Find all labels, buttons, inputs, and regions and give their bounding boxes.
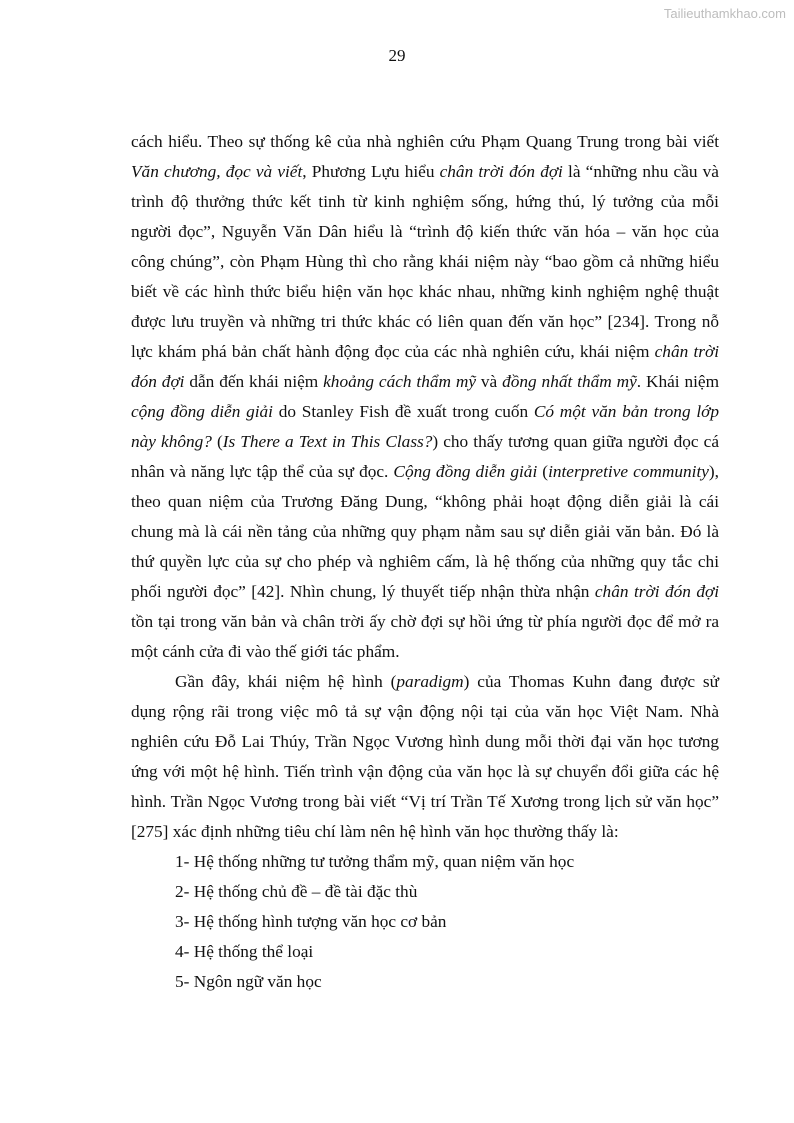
text-span: người đọc”, Nguyễn Văn Dân hiểu là “trình độ kiến thức văn hóa – văn học của xyxy=(131,222,719,241)
text-span: trình độ thưởng thức kết tinh từ kinh nghiệm sống, hứng thú, lý tưởng của mỗi xyxy=(131,192,719,211)
text-span: 2- Hệ thống chủ đề – đề tài đặc thù xyxy=(175,882,418,901)
text-span: ( xyxy=(537,462,549,481)
text-span: nghiên cứu Đỗ Lai Thúy, Trần Ngọc Vương hình dung mỗi thời đại văn học tương xyxy=(131,732,719,751)
text-span: được lưu truyền và những tri thức khác có liên quan đến văn học” [234]. Trong nỗ xyxy=(131,312,719,331)
italic-text: Có một văn bản trong lớp xyxy=(533,402,719,421)
text-span: do Stanley Fish đề xuất trong cuốn xyxy=(273,402,534,421)
text-line xyxy=(131,337,719,367)
text-line xyxy=(131,757,719,787)
text-span: một cánh cửa đi vào thế giới tác phẩm. xyxy=(131,642,400,661)
text-span: . Khái niệm xyxy=(636,372,720,391)
text-span: theo quan niệm của Trương Đăng Dung, “không phải hoạt động diễn giải là cái xyxy=(131,492,719,511)
text-line xyxy=(131,157,719,187)
text-line xyxy=(131,367,719,397)
italic-text: chân trời xyxy=(654,342,720,361)
text-span: ), xyxy=(708,462,719,481)
watermark: Tailieuthamkhao.com xyxy=(663,6,786,21)
text-span: 1- Hệ thống những tư tưởng thẩm mỹ, quan niệm văn học xyxy=(175,852,575,871)
text-line xyxy=(131,217,719,247)
text-line xyxy=(131,577,719,607)
text-span: ) của Thomas Kuhn đang được sử xyxy=(463,672,719,691)
text-line xyxy=(131,487,719,517)
italic-text: này không? xyxy=(131,432,212,451)
text-span: 3- Hệ thống hình tượng văn học cơ bản xyxy=(175,912,447,931)
text-span: là “những nhu cầu và xyxy=(562,162,719,181)
italic-text: đồng nhất thẩm mỹ xyxy=(502,372,637,391)
text-span: công chúng”, còn Phạm Hùng thì cho rằng khái niệm này “bao gồm cả những hiểu xyxy=(131,252,719,271)
italic-text: chân trời đón đợi xyxy=(594,582,719,601)
text-line xyxy=(131,307,719,337)
text-span: [275] xác định những tiêu chí làm nên hệ hình văn học thường thấy là: xyxy=(131,822,619,841)
text-span: phối người đọc” [42]. Nhìn chung, lý thuyết tiếp nhận thừa nhận xyxy=(131,582,595,601)
text-span: và xyxy=(476,372,503,391)
text-span: thứ quyền lực của sự cho phép và nghiêm cấm, là hệ thống của những quy tắc chi xyxy=(131,552,719,571)
italic-text: Cộng đồng diễn giải xyxy=(393,462,538,481)
page-number: 29 xyxy=(388,46,406,65)
text-span: Gần đây, khái niệm hệ hình ( xyxy=(175,672,397,691)
text-span: ) cho thấy tương quan giữa người đọc cá xyxy=(432,432,719,451)
text-line xyxy=(131,247,719,277)
text-line xyxy=(131,877,719,907)
text-span: 5- Ngôn ngữ văn học xyxy=(175,972,322,991)
text-line xyxy=(131,697,719,727)
text-line xyxy=(131,187,719,217)
text-line xyxy=(131,817,719,847)
text-line xyxy=(131,427,719,457)
text-span: ứng với một hệ hình. Tiến trình vận động của văn học là sự chuyển đổi giữa các hệ xyxy=(131,762,719,781)
text-line xyxy=(131,727,719,757)
text-line xyxy=(131,457,719,487)
text-span: cách hiểu. Theo sự thống kê của nhà nghiên cứu Phạm Quang Trung trong bài viết xyxy=(131,132,719,151)
text-line xyxy=(131,547,719,577)
text-span: chung mà là cái nền tảng của những quy phạm nằm sau sự diễn giải văn bản. Đó là xyxy=(131,522,719,541)
text-line xyxy=(131,397,719,427)
text-line xyxy=(131,277,719,307)
text-line xyxy=(131,787,719,817)
text-line xyxy=(131,637,719,667)
text-line xyxy=(131,607,719,637)
text-line xyxy=(131,937,719,967)
document-body xyxy=(131,127,719,997)
italic-text: Is There a Text in This Class? xyxy=(222,432,433,451)
text-span: ( xyxy=(211,432,223,451)
text-line xyxy=(131,907,719,937)
text-span: nhân và năng lực tập thể của sự đọc. xyxy=(131,462,394,481)
italic-text: chân trời đón đợi xyxy=(439,162,563,181)
text-span: dẫn đến khái niệm xyxy=(184,372,324,391)
text-line xyxy=(131,847,719,877)
text-line xyxy=(131,967,719,997)
italic-text: Văn chương, đọc và viết xyxy=(131,162,303,181)
italic-text: paradigm xyxy=(396,672,464,691)
text-span: dụng rộng rãi trong việc mô tả sự vận động nội tại của văn học Việt Nam. Nhà xyxy=(131,702,719,721)
text-span: hình. Trần Ngọc Vương trong bài viết “Vị trí Trần Tế Xương trong lịch sử văn học” xyxy=(131,792,719,811)
italic-text: interpretive community xyxy=(548,462,709,481)
text-line xyxy=(131,127,719,157)
text-line xyxy=(131,517,719,547)
italic-text: cộng đồng diễn giải xyxy=(131,402,273,421)
text-span: biết về các hình thức biểu hiện văn học khác nhau, những kinh nghiệm nghệ thuật xyxy=(131,282,719,301)
text-span: tồn tại trong văn bản và chân trời ấy chờ đợi sự hồi ứng từ phía người đọc để mở ra xyxy=(131,612,719,631)
text-span: lực khám phá bản chất hành động đọc của các nhà nghiên cứu, khái niệm xyxy=(131,342,655,361)
italic-text: khoảng cách thẩm mỹ xyxy=(323,372,477,391)
text-line xyxy=(131,667,719,697)
text-span: 4- Hệ thống thể loại xyxy=(175,942,314,961)
italic-text: đón đợi xyxy=(131,372,185,391)
text-span: , Phương Lựu hiểu xyxy=(302,162,440,181)
